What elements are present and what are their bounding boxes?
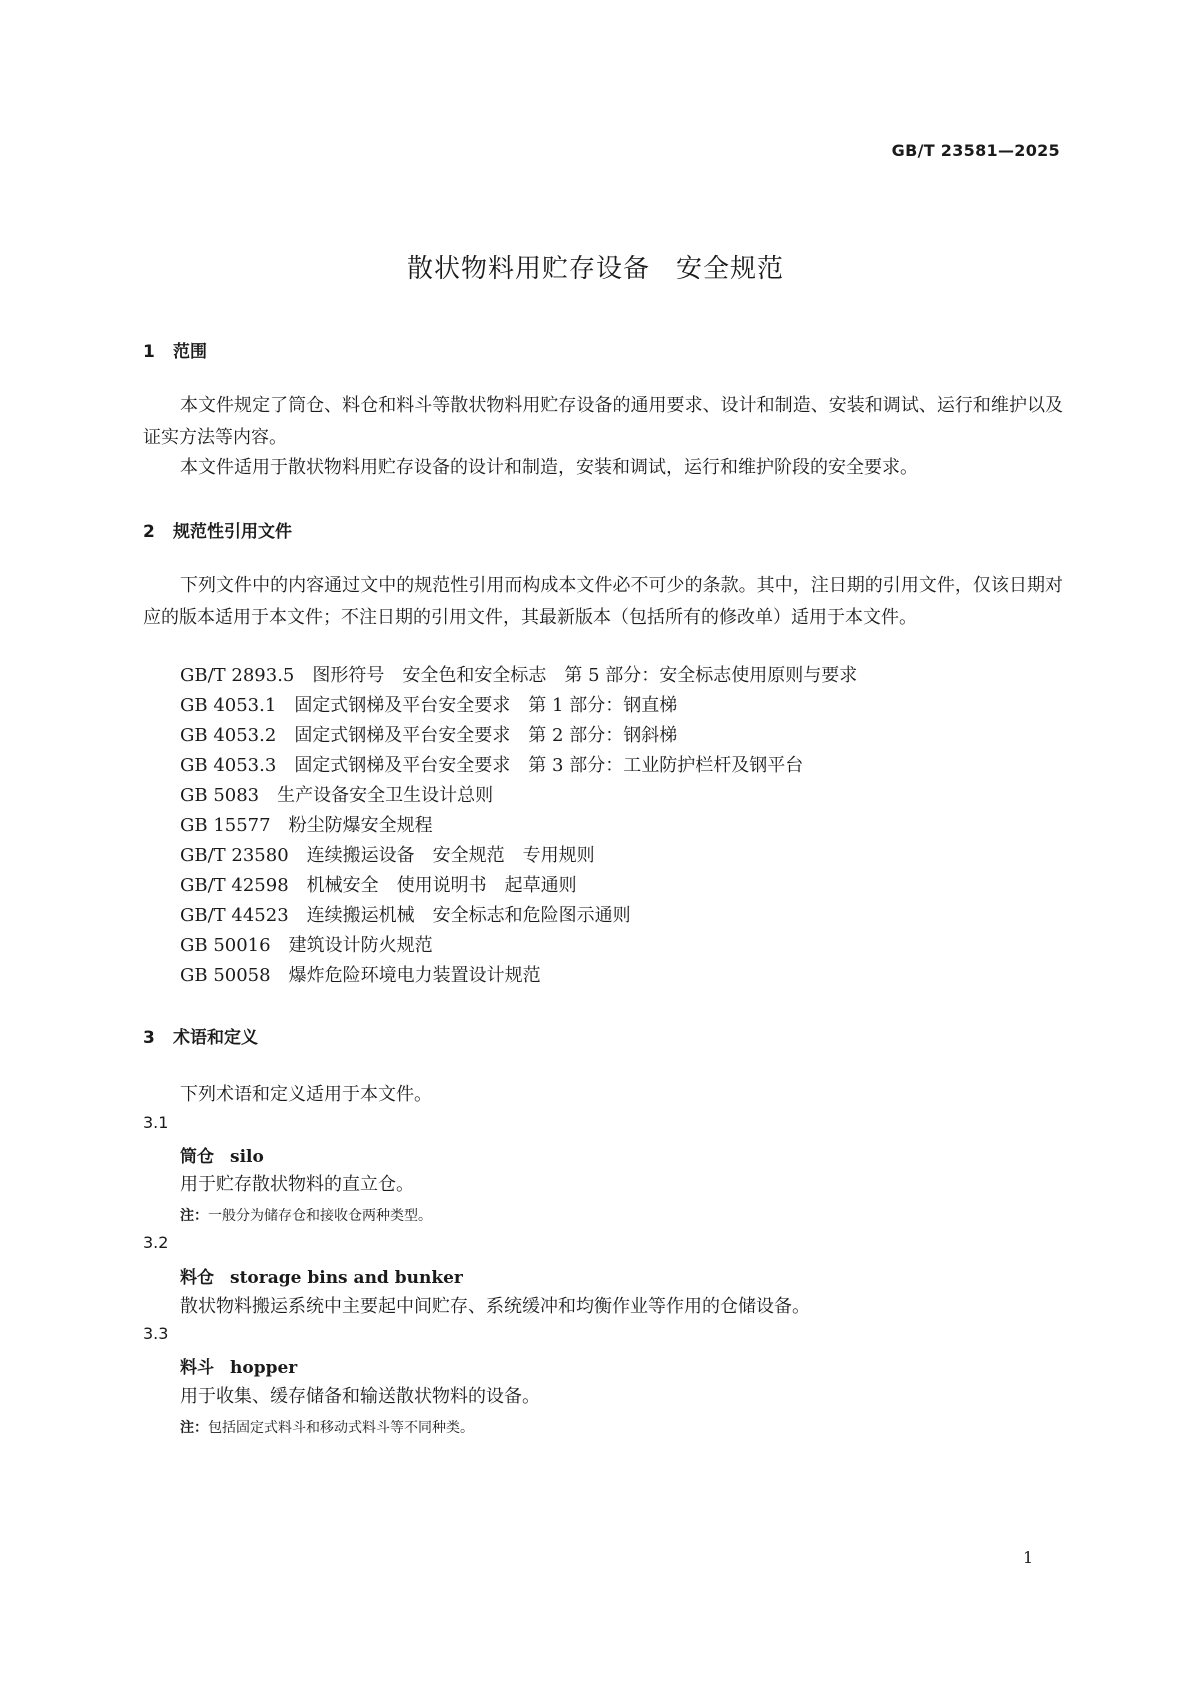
reference-item [180,961,541,987]
scope-paragraph-2: 本文件适用于散状物料用贮存设备的设计和制造，安装和调试，运行和维护阶段的安全要求。 [180,457,918,478]
term-definition: 用于贮存散状物料的直立仓。 [180,1174,414,1195]
references-intro: 下列文件中的内容通过文中的规范性引用而构成本文件必不可少的条款。其中，注日期的引用文件，仅该日期对应的版本适用于本文件；不注日期的引用文件，其最新版本（包括所有的修改单）适用于本文件。 [143,575,1063,628]
standard-number: GB/T 23581—2025 [891,141,1060,160]
reference-code: GB/T 23580 [180,845,289,866]
reference-code: GB 5083 [180,785,260,806]
note-label: 注： [180,1208,208,1224]
reference-title: 连续搬运设备 安全规范 专用规则 [306,845,595,866]
term-en: hopper [230,1358,298,1378]
note-text: 一般分为储存仓和接收仓两种类型。 [208,1208,432,1224]
term-number: 3.1 [143,1113,169,1132]
term-number: 3.2 [143,1233,169,1252]
term-zh: 料斗 [180,1358,214,1378]
term-en: silo [230,1147,264,1167]
term-en: storage bins and bunker [230,1268,463,1288]
reference-code: GB/T 2893.5 [180,665,295,686]
title-sub: 安全规范 [676,254,785,284]
reference-item [180,721,677,747]
note-label: 注： [180,1420,208,1436]
reference-title: 爆炸危险环境电力装置设计规范 [288,965,541,986]
reference-item [180,691,677,717]
reference-title: 建筑设计防火规范 [288,935,433,956]
reference-title: 连续搬运机械 安全标志和危险图示通则 [306,905,631,926]
section-heading-references [143,517,292,542]
reference-title: 粉尘防爆安全规程 [288,815,433,836]
reference-title: 生产设备安全卫生设计总则 [277,785,494,806]
reference-item [180,871,577,897]
reference-item [180,781,493,807]
section-title: 术语和定义 [173,1028,258,1048]
term-definition: 散状物料搬运系统中主要起中间贮存、系统缓冲和均衡作业等作用的仓储设备。 [180,1296,810,1317]
reference-code: GB 50058 [180,965,271,986]
reference-item [180,751,803,777]
reference-code: GB 4053.1 [180,695,277,716]
section-number: 3 [143,1028,155,1048]
reference-code: GB 50016 [180,935,271,956]
term-heading [180,1353,297,1378]
reference-code: GB 4053.2 [180,725,277,746]
document-title [0,248,1191,285]
reference-item [180,901,631,927]
terms-intro: 下列术语和定义适用于本文件。 [180,1084,432,1105]
term-definition: 用于收集、缓存储备和输送散状物料的设备。 [180,1386,540,1407]
reference-code: GB/T 44523 [180,905,289,926]
reference-title: 机械安全 使用说明书 起草通则 [306,875,577,896]
note-text: 包括固定式料斗和移动式料斗等不同种类。 [208,1420,474,1436]
section-heading-terms [143,1023,258,1048]
reference-title: 固定式钢梯及平台安全要求 第 1 部分：钢直梯 [294,695,678,716]
reference-code: GB 15577 [180,815,271,836]
scope-paragraph-1: 本文件规定了筒仓、料仓和料斗等散状物料用贮存设备的通用要求、设计和制造、安装和调试、运行和维护以及证实方法等内容。 [143,395,1063,448]
term-zh: 料仓 [180,1268,214,1288]
reference-item [180,841,595,867]
reference-title: 固定式钢梯及平台安全要求 第 3 部分：工业防护栏杆及钢平台 [294,755,804,776]
reference-title: 固定式钢梯及平台安全要求 第 2 部分：钢斜梯 [294,725,678,746]
term-note [180,1205,432,1225]
title-main: 散状物料用贮存设备 [406,254,650,284]
reference-item [180,931,433,957]
page-number: 1 [1023,1548,1034,1567]
section-heading-scope [143,337,207,362]
section-number: 1 [143,342,155,362]
term-heading [180,1142,264,1167]
section-title: 规范性引用文件 [173,522,292,542]
reference-item [180,811,433,837]
reference-item [180,661,857,687]
term-zh: 筒仓 [180,1147,214,1167]
section-number: 2 [143,522,155,542]
reference-code: GB 4053.3 [180,755,277,776]
term-heading [180,1263,463,1288]
section-title: 范围 [173,342,207,362]
reference-code: GB/T 42598 [180,875,289,896]
term-number: 3.3 [143,1324,169,1343]
term-note [180,1417,474,1437]
reference-title: 图形符号 安全色和安全标志 第 5 部分：安全标志使用原则与要求 [312,665,858,686]
